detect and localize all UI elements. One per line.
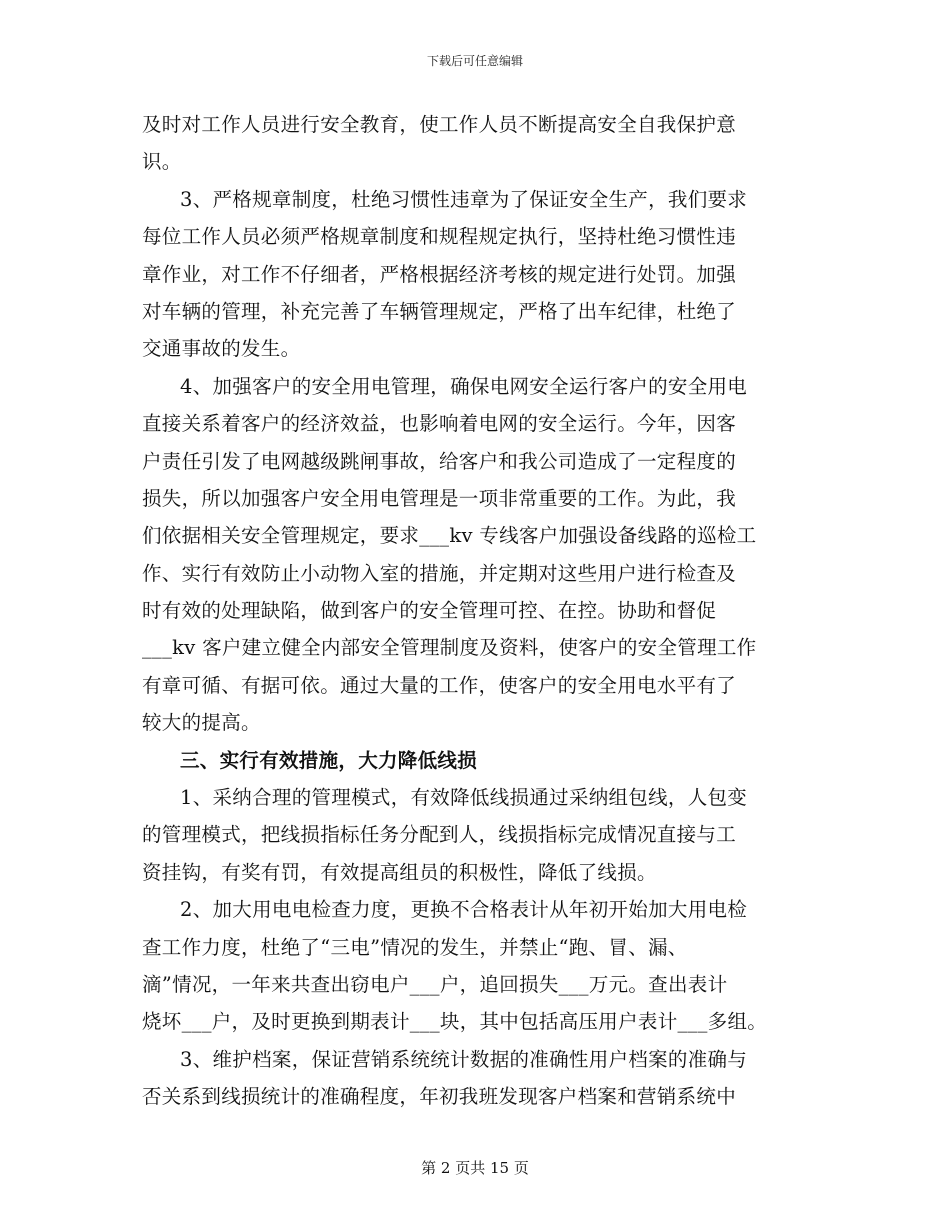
- paragraph-line: 的管理模式，把线损指标任务分配到人，线损指标完成情况直接与工: [142, 823, 737, 847]
- paragraph-line: 们依据相关安全管理规定，要求___kv 专线客户加强设备线路的巡检工: [142, 524, 757, 548]
- paragraph-line: 烧坏___户，及时更换到期表计___块，其中包括高压用户表计___多组。: [142, 1010, 768, 1034]
- paragraph-line: 2、加大用电电检查力度，更换不合格表计从年初开始加大用电检: [180, 898, 748, 922]
- paragraph-line: 交通事故的发生。: [142, 337, 301, 361]
- paragraph-line: 时有效的处理缺陷，做到客户的安全管理可控、在控。协助和督促: [142, 599, 717, 623]
- paragraph-line: 资挂钩，有奖有罚，有效提高组员的积极性，降低了线损。: [142, 860, 657, 884]
- paragraph-line: ___kv 客户建立健全内部安全管理制度及资料，使客户的安全管理工作: [142, 636, 757, 660]
- paragraph-line: 滴”情况，一年来共查出窃电户___户，追回损失___万元。查出表计: [142, 972, 728, 996]
- paragraph-line: 户责任引发了电网越级跳闸事故，给客户和我公司造成了一定程度的: [142, 449, 737, 473]
- paragraph-line: 章作业，对工作不仔细者，严格根据经济考核的规定进行处罚。加强: [142, 262, 737, 286]
- body-text: [142, 106, 822, 1116]
- paragraph-line: 否关系到线损统计的准确程度，年初我班发现客户档案和营销系统中: [142, 1085, 737, 1109]
- paragraph-line: 及时对工作人员进行安全教育，使工作人员不断提高安全自我保护意: [142, 113, 737, 136]
- page-header: 下载后可任意编辑: [426, 54, 523, 68]
- paragraph-line: 识。: [142, 150, 182, 174]
- paragraph-line: 较大的提高。: [142, 711, 261, 735]
- paragraph-line: 作、实行有效防止小动物入室的措施，并定期对这些用户进行检查及: [142, 561, 737, 585]
- paragraph-line: 损失，所以加强客户安全用电管理是一项非常重要的工作。为此，我: [142, 486, 737, 510]
- paragraph-line: 有章可循、有据可依。通过大量的工作，使客户的安全用电水平有了: [142, 673, 737, 697]
- paragraph-line: 每位工作人员必须严格规章制度和规程规定执行，坚持杜绝习惯性违: [142, 225, 737, 249]
- paragraph-line: 对车辆的管理，补充完善了车辆管理规定，严格了出车纪律，杜绝了: [142, 299, 737, 323]
- paragraph-line: 4、加强客户的安全用电管理，确保电网安全运行客户的安全用电: [180, 374, 748, 398]
- paragraph-line: 3、维护档案，保证营销系统统计数据的准确性用户档案的准确与: [180, 1047, 748, 1071]
- paragraph-line: 直接关系着客户的经济效益，也影响着电网的安全运行。今年，因客: [142, 412, 737, 436]
- paragraph-line: 3、严格规章制度，杜绝习惯性违章为了保证安全生产，我们要求: [180, 187, 748, 211]
- section-heading: 三、实行有效措施，大力降低线损: [180, 748, 478, 772]
- paragraph-line: 1、采纳合理的管理模式，有效降低线损通过采纳组包线，人包变: [180, 786, 748, 810]
- page-footer: 第 2 页共 15 页: [421, 1159, 529, 1177]
- paragraph-line: 查工作力度，杜绝了“三电”情况的发生，并禁止“跑、冒、漏、: [142, 935, 688, 959]
